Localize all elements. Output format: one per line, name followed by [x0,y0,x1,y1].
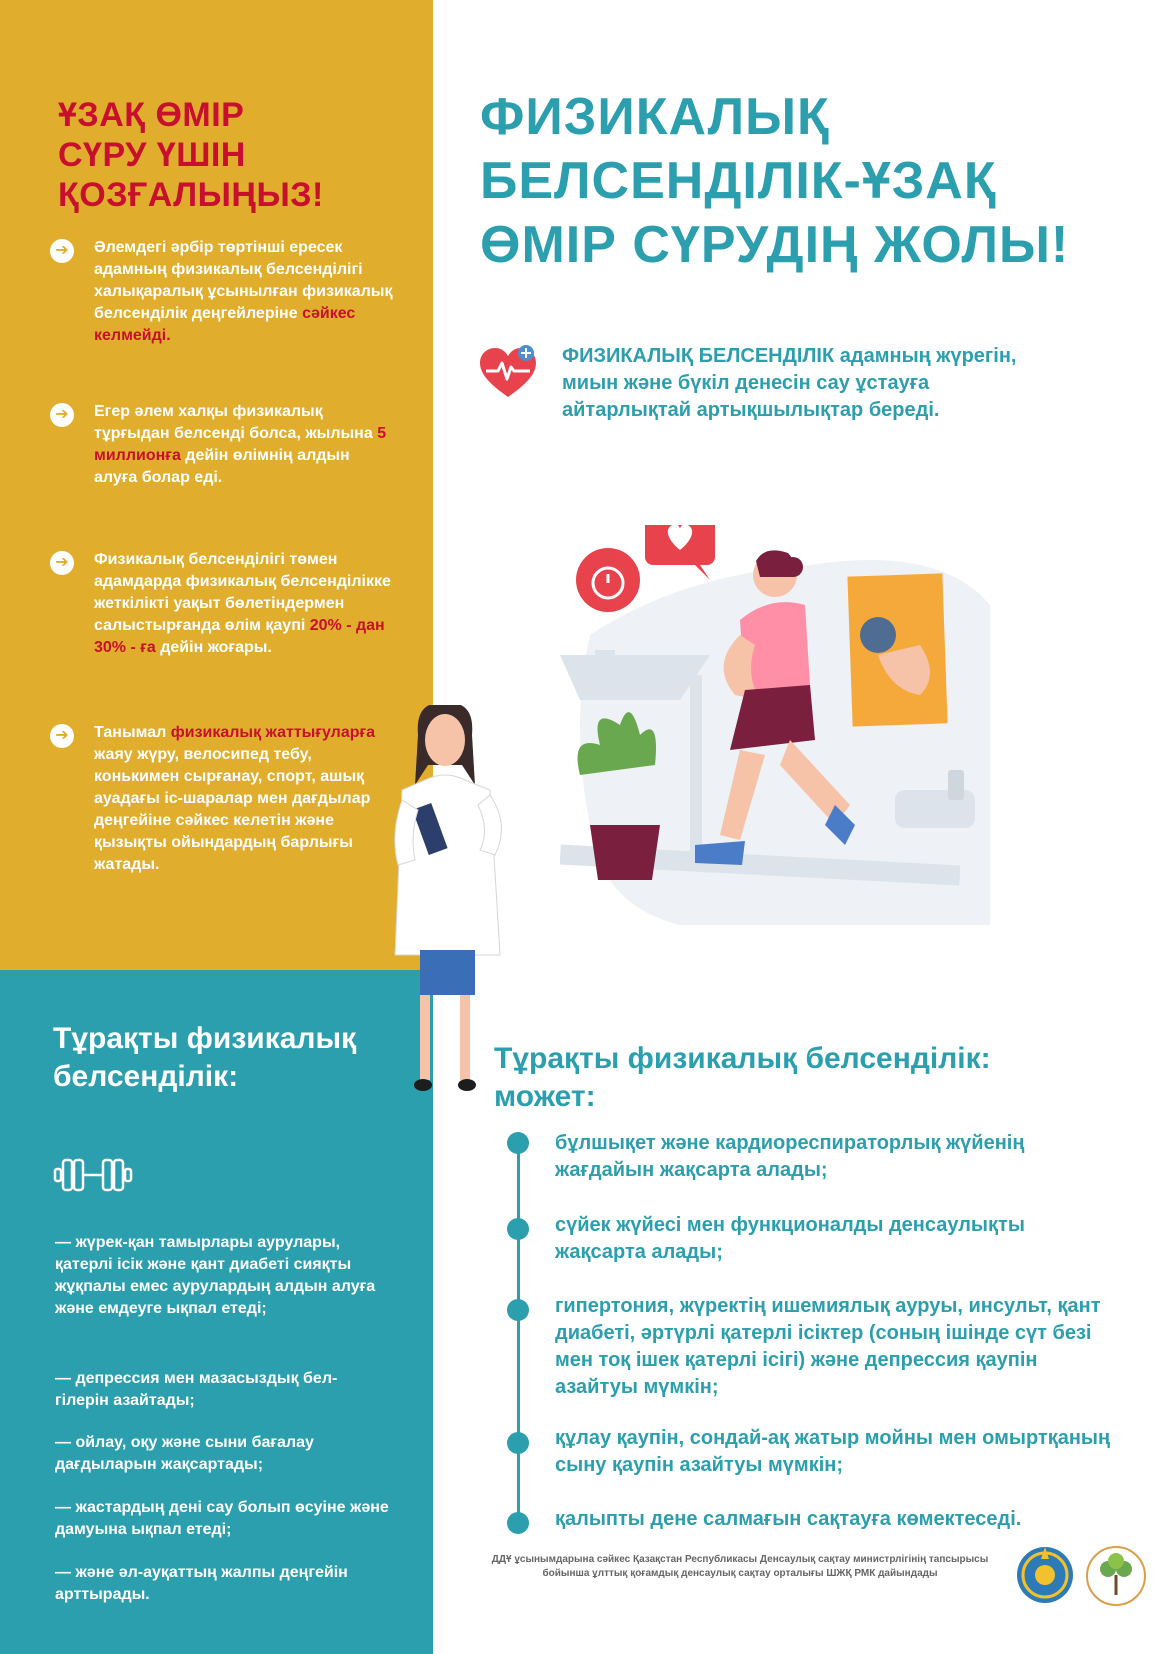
benefit-item: — жастардың дені сау болып өсуіне және дамуына ықпал етеді; [55,1499,389,1538]
benefit-item: — депрессия мен мазасыздық бел-гілерін азайтады; [55,1370,338,1409]
treadmill-illustration [560,525,1020,945]
health-center-logo [1085,1545,1147,1607]
main-title: ФИЗИКАЛЫҚ БЕЛСЕНДІЛІК-ҰЗАҚ ӨМІР СҮРУДІҢ ЖОЛЫ! [480,88,1070,274]
benefit-item: — ойлау, оқу және сыни бағалау дағдыларын жақсартады; [55,1434,314,1473]
timeline-dot [507,1299,529,1321]
timeline-dot [507,1512,529,1534]
dumbbell-icon [53,1155,133,1195]
timeline-item: құлау қаупін, сондай-ақ жатыр мойны мен омыртқаның сыну қаупін азайтуы мүмкін; [555,1427,1111,1476]
benefit-item: — жүрек-қан тамырлары аурулары, қатерлі ісік және қант диабеті сияқты жұқпалы емес аурулардың алдын алуға және емдеуге ықпал етеді; [55,1234,376,1317]
timeline-dot [507,1432,529,1454]
heart-pulse-icon [478,345,538,400]
arrow-right-icon: ➔ [50,403,74,427]
timeline-item: сүйек жүйесі мен функционалды денсаулықты жақсарта алады; [555,1214,1025,1263]
left-title: ҰЗАҚ ӨМІР СҮРУ ҮШІН ҚОЗҒАЛЫҢЫЗ! [58,96,324,214]
arrow-right-icon: ➔ [50,239,74,263]
timeline-item: гипертония, жүректің ишемиялық ауруы, инсульт, қант диабеті, әртүрлі қатерлі ісіктер (соның ішінде сүт безі мен тоқ ішек қатерлі ісігі) және депрессия қаупін азайтуы мүмкін; [555,1295,1101,1398]
footer-credit: ДДҰ ұсынымдарына сәйкес Қазақстан Республикасы Денсаулық сақтау министрлігінің тапсырысы бойынша ұлттық қоғамдық денсаулық сақтау орталығы ШЖҚ РМК дайындады [491,1554,989,1579]
arrow-right-icon: ➔ [50,724,74,748]
timeline-dot [507,1132,529,1154]
right-section-title: Тұрақты физикалық белсенділік: может: [494,1042,991,1113]
timeline-dot [507,1218,529,1240]
benefit-item: — және әл-ауқаттың жалпы деңгейін арттырады. [55,1564,348,1603]
timeline-line [517,1140,520,1523]
kazakhstan-emblem [1015,1545,1075,1605]
timeline-item: бұлшықет және кардиореспираторлық жүйенің жағдайын жақсарта алады; [555,1132,1025,1181]
teal-section-title: Тұрақты физикалық белсенділік: [53,1022,357,1093]
arrow-right-icon: ➔ [50,551,74,575]
intro-text: ФИЗИКАЛЫҚ БЕЛСЕНДІЛІК адамның жүрегін, миын және бүкіл денесін сау ұстауға айтарлықтай артықшылықтар береді. [562,345,1017,421]
timeline-item: қалыпты дене салмағын сақтауға көмектеседі. [555,1508,1022,1530]
